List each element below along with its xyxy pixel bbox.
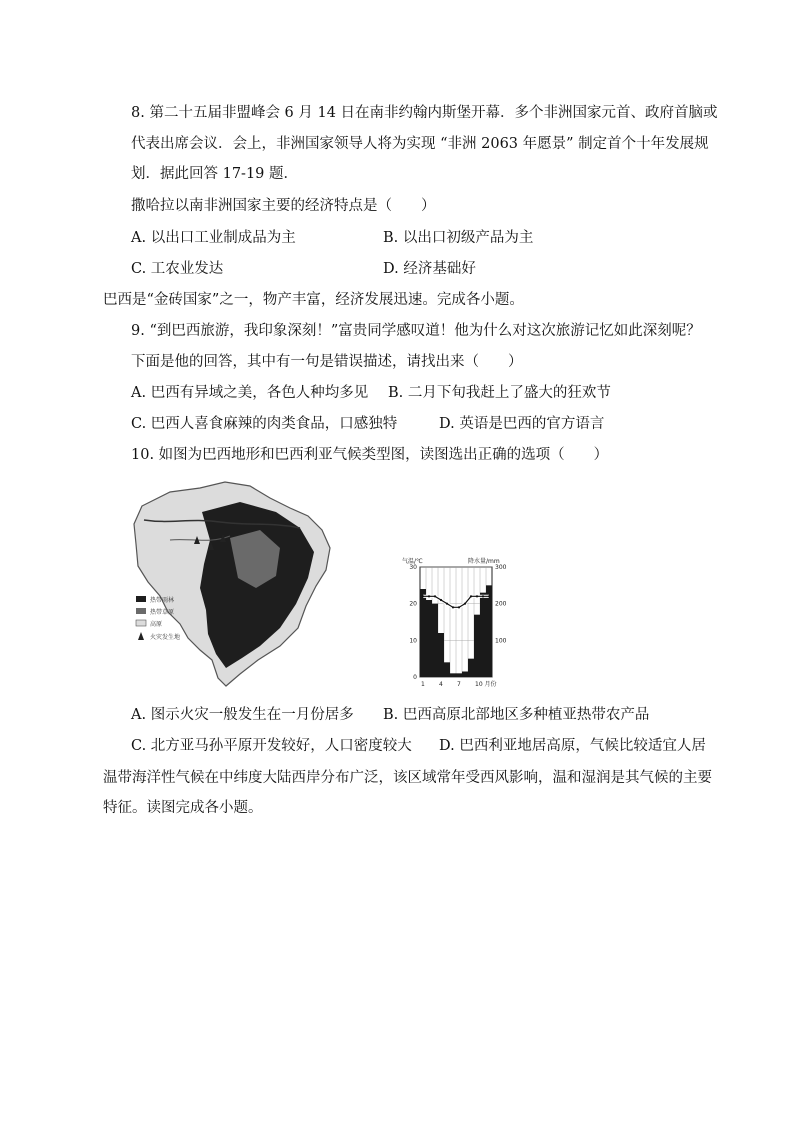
precip-bar: [432, 604, 438, 677]
precip-bar: [420, 589, 426, 677]
temperature-point: [476, 595, 478, 597]
ytick-left-label: 10: [409, 637, 417, 645]
precip-bar: [438, 633, 444, 677]
precip-bar: [474, 615, 480, 677]
temperature-point: [458, 606, 460, 608]
q8-stem: 撒哈拉以南非洲国家主要的经济特点是（ ）: [131, 198, 436, 214]
ytick-right-label: 200: [495, 600, 507, 608]
temperature-point: [440, 599, 442, 601]
q10-option-a: A. 图示火灾一般发生在一月份居多: [131, 707, 354, 723]
precip-bar: [450, 673, 456, 677]
brasilia-climate-chart: [400, 553, 518, 689]
intro-marine-line-1: 温带海洋性气候在中纬度大陆西岸分布广泛，该区域常年受西风影响，温和湿润是其气候的主要: [103, 770, 712, 786]
q10-option-c: C. 北方亚马孙平原开发较好，人口密度较大: [131, 738, 412, 754]
precip-bar: [480, 593, 486, 677]
temperature-point: [428, 595, 430, 597]
xtick-label: 1: [421, 681, 425, 688]
precip-bar: [468, 659, 474, 677]
precip-bar: [462, 672, 468, 678]
intro-brazil: 巴西是“金砖国家”之一，物产丰富，经济发展迅速。完成各小题。: [103, 292, 524, 308]
q9-option-a: A. 巴西有异域之美，各色人种均多见: [131, 385, 369, 401]
temperature-point: [488, 595, 490, 597]
legend-label-2: 热带草原: [150, 609, 175, 616]
ylabel-left: 气温/℃: [402, 558, 423, 565]
ytick-left-label: 20: [409, 600, 417, 608]
q8-option-b: B. 以出口初级产品为主: [383, 230, 534, 246]
xtick-label: 4: [439, 681, 443, 688]
temperature-point: [482, 595, 484, 597]
legend-label-3: 高原: [150, 621, 163, 628]
temperature-point: [470, 595, 472, 597]
q9-option-d: D. 英语是巴西的官方语言: [439, 416, 605, 432]
q10-stem: 10. 如图为巴西地形和巴西利亚气候类型图，读图选出正确的选项（ ）: [131, 447, 609, 463]
legend-label-1: 热带雨林: [150, 597, 175, 604]
brazil-terrain-map: [130, 478, 335, 690]
precip-bar: [426, 600, 432, 677]
q8-option-d: D. 经济基础好: [383, 261, 476, 277]
q8-line-2: 代表出席会议．会上，非洲国家领导人将为实现 “非洲 2063 年愿景” 制定首个十年发展规: [131, 136, 709, 152]
ytick-right-label: 100: [495, 637, 507, 645]
q9-line-2: 下面是他的回答，其中有一句是错误描述，请找出来（ ）: [131, 354, 523, 370]
temperature-point: [452, 606, 454, 608]
q8-option-a: A. 以出口工业制成品为主: [131, 230, 296, 246]
q8-line-1: 8. 第二十五届非盟峰会 6 月 14 日在南非约翰内斯堡开幕．多个非洲国家元首、政府首脑或: [131, 105, 718, 121]
temperature-point: [464, 603, 466, 605]
temperature-point: [422, 595, 424, 597]
xtick-label: 10 月份: [475, 681, 497, 688]
legend-label-4: 火灾发生地: [150, 634, 181, 641]
temperature-point: [446, 603, 448, 605]
intro-marine-line-2: 特征。读图完成各小题。: [103, 800, 263, 816]
precip-bar: [486, 585, 492, 677]
ytick-left-label: 30: [409, 564, 417, 571]
q8-option-c: C. 工农业发达: [131, 261, 224, 277]
ylabel-right: 降水量/mm: [468, 558, 500, 565]
temperature-point: [434, 595, 436, 597]
precip-bar: [444, 662, 450, 677]
q9-option-c: C. 巴西人喜食麻辣的肉类食品，口感独特: [131, 416, 398, 432]
q10-option-d: D. 巴西利亚地居高原，气候比较适宜人居: [439, 738, 706, 754]
q9-option-b: B. 二月下旬我赶上了盛大的狂欢节: [388, 385, 611, 401]
precip-bar: [456, 673, 462, 677]
q10-option-b: B. 巴西高原北部地区多种植亚热带农产品: [383, 707, 650, 723]
q8-line-3: 划．据此回答 17-19 题．: [131, 166, 299, 182]
ytick-left-label: 0: [413, 674, 417, 681]
q9-line-1: 9. “到巴西旅游，我印象深刻！”富贵同学感叹道！他为什么对这次旅游记忆如此深刻呢？: [131, 323, 701, 339]
xtick-label: 7: [457, 681, 461, 688]
ytick-right-label: 300: [495, 564, 507, 571]
